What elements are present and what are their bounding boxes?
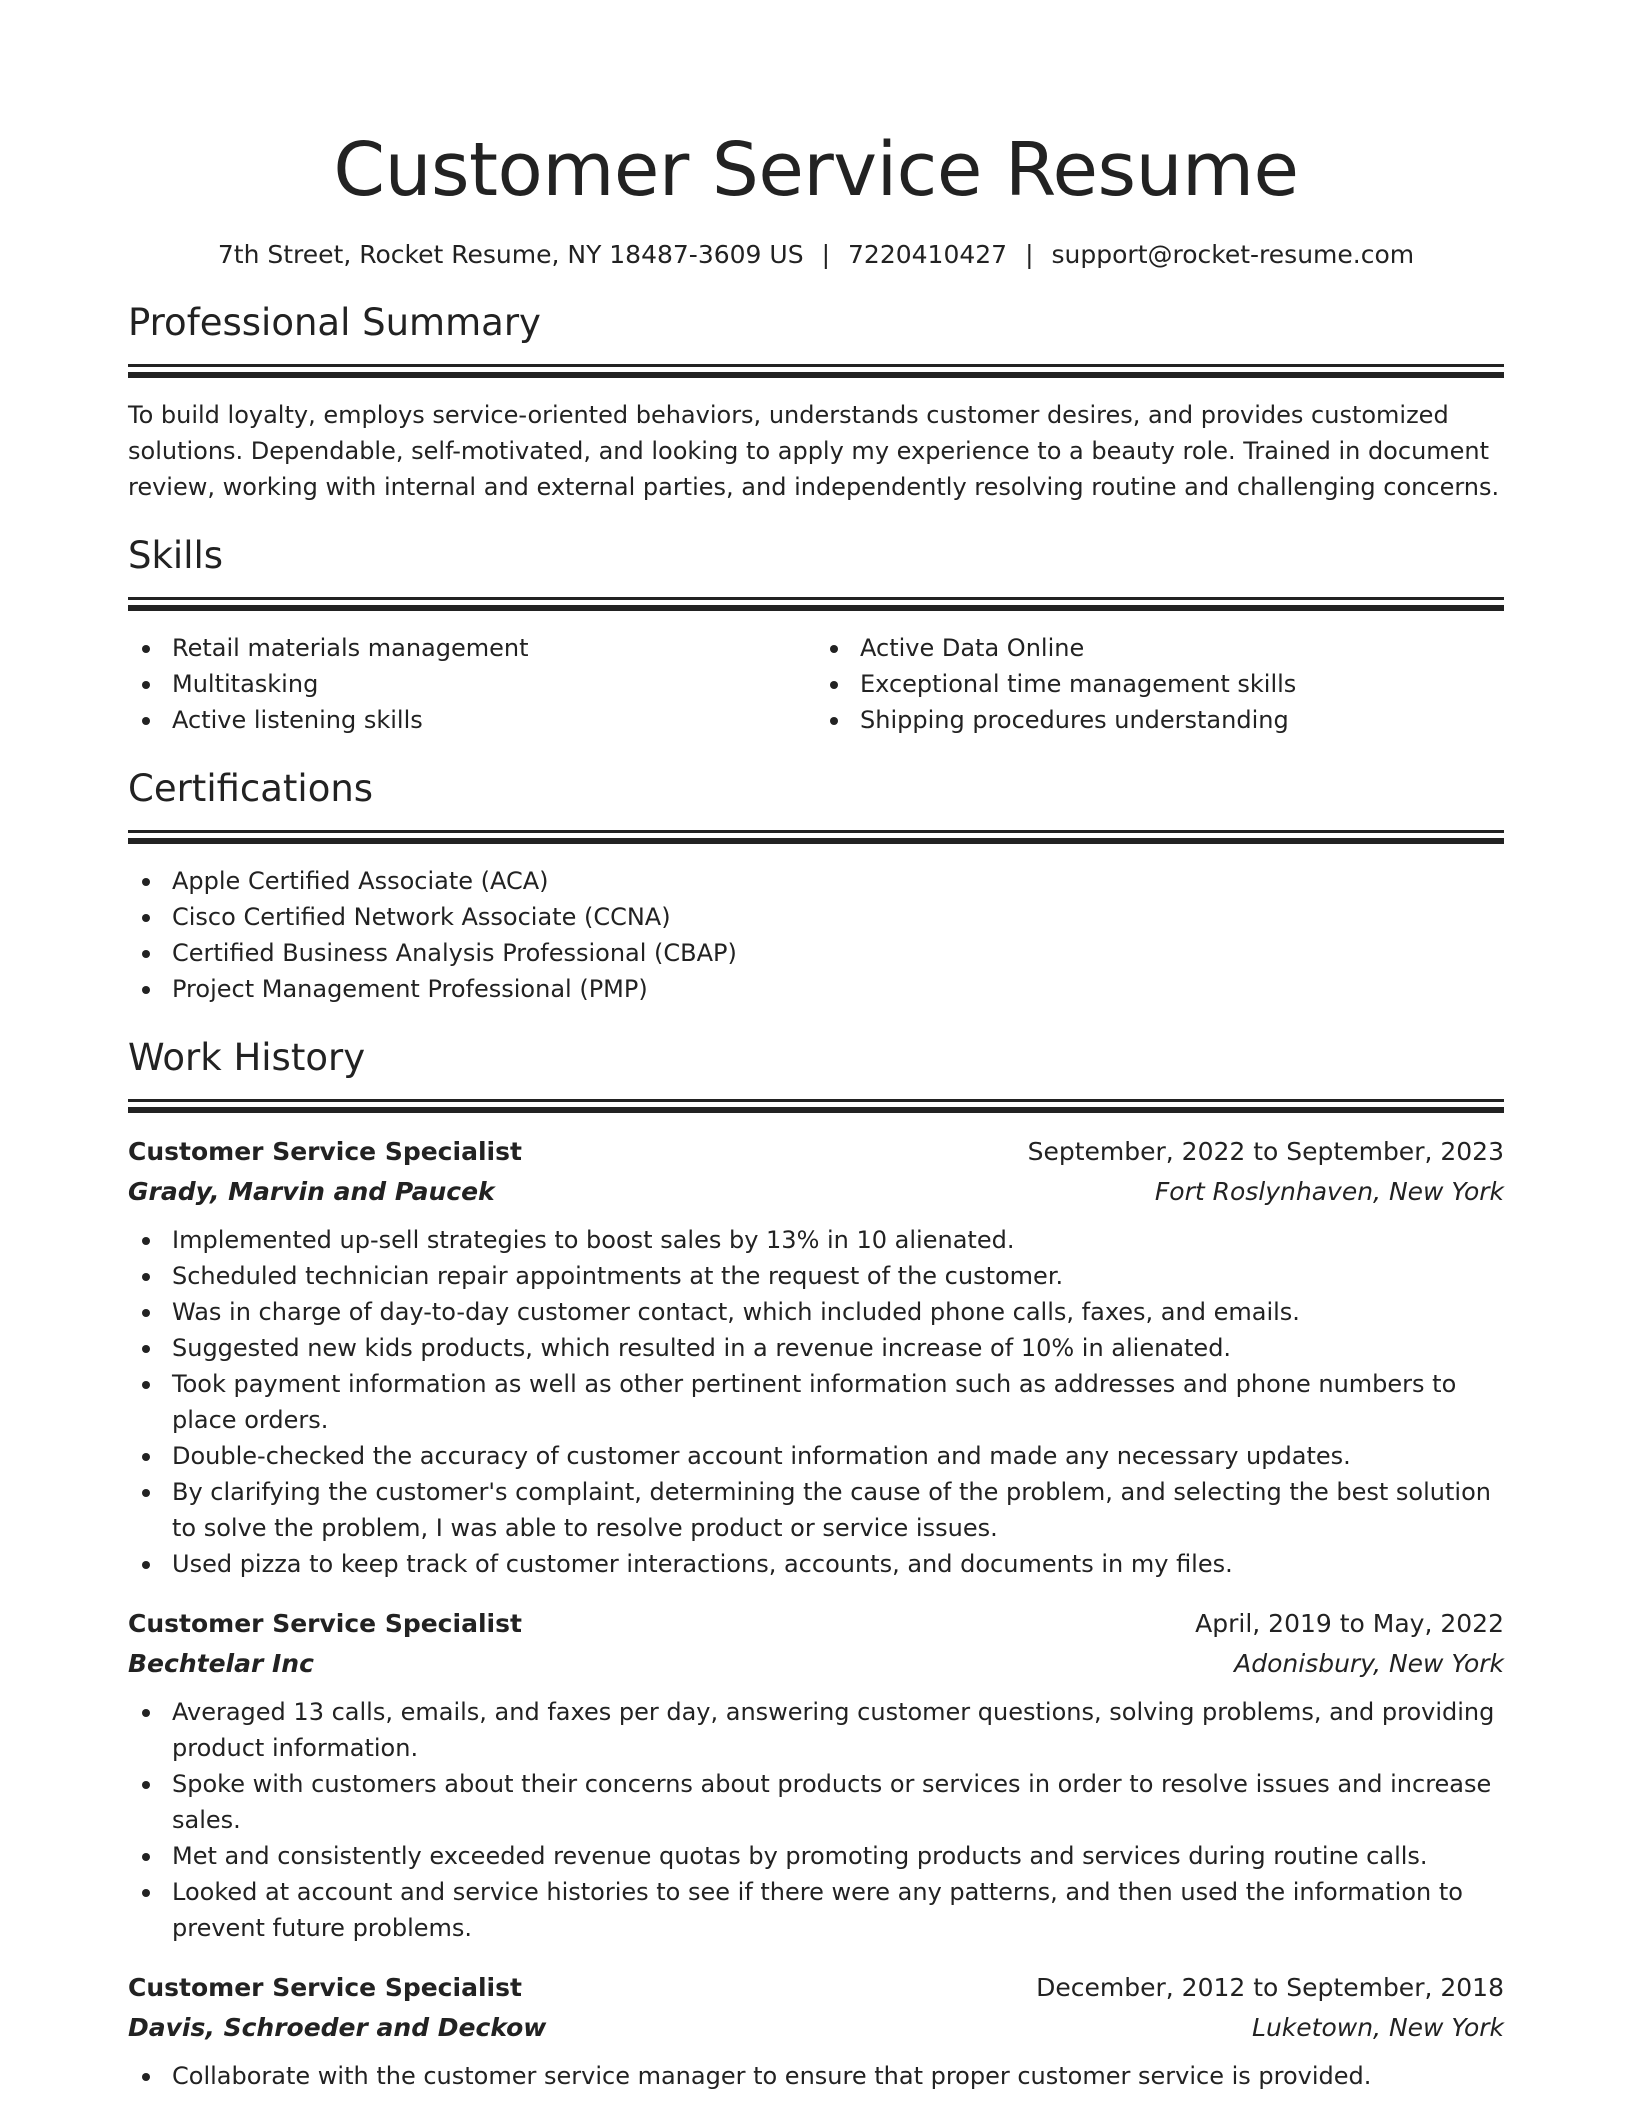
contact-address: 7th Street, Rocket Resume, NY 18487-3609 US: [217, 240, 804, 269]
section-heading: Professional Summary: [128, 301, 541, 344]
job-bullet: Looked at account and service histories to see if there were any patterns, and then used the information to prevent future problems.: [128, 1874, 1504, 1946]
contact-phone: 7220410427: [848, 240, 1008, 269]
skill-item: Retail materials management: [128, 630, 816, 666]
section-heading: Work History: [128, 1036, 366, 1079]
job-location: Luketown, New York: [1252, 2013, 1504, 2042]
job-bullet: Implemented up-sell strategies to boost sales by 13% in 10 alienated.: [128, 1222, 1504, 1258]
job-entry: [128, 1968, 1504, 2094]
job-bullet: Was in charge of day-to-day customer contact, which included phone calls, faxes, and emails.: [128, 1294, 1504, 1330]
job-company: Davis, Schroeder and Deckow: [128, 2013, 547, 2042]
section-divider: [128, 1099, 1504, 1102]
job-bullets: [128, 1694, 1504, 1946]
job-dates: December, 2012 to September, 2018: [1036, 1973, 1504, 2002]
skills-list-left: [128, 630, 816, 738]
job-company: Bechtelar Inc: [128, 1649, 314, 1678]
job-bullet: Spoke with customers about their concerns about products or services in order to resolve issues and increase sales.: [128, 1766, 1504, 1838]
section-professional-summary: [128, 300, 1504, 505]
certification-item: Cisco Certified Network Associate (CCNA): [128, 899, 1504, 935]
section-divider: [128, 597, 1504, 600]
job-entry: [128, 1132, 1504, 1582]
job-bullet: Collaborate with the customer service manager to ensure that proper customer service is provided.: [128, 2058, 1504, 2094]
job-bullet: Scheduled technician repair appointments at the request of the customer.: [128, 1258, 1504, 1294]
job-title: Customer Service Specialist: [128, 1973, 522, 2002]
section-skills: [128, 533, 1504, 738]
job-title: Customer Service Specialist: [128, 1137, 522, 1166]
resume-page: [128, 0, 1504, 2094]
contact-line: [128, 238, 1504, 272]
skill-item: Active Data Online: [816, 630, 1504, 666]
contact-email: support@rocket-resume.com: [1051, 240, 1415, 269]
skill-item: Active listening skills: [128, 702, 816, 738]
certification-item: Apple Certified Associate (ACA): [128, 863, 1504, 899]
certification-item: Certified Business Analysis Professional (CBAP): [128, 935, 1504, 971]
section-divider: [128, 364, 1504, 367]
job-dates: April, 2019 to May, 2022: [1195, 1609, 1504, 1638]
section-work-history: [128, 1035, 1504, 2094]
job-location: Adonisbury, New York: [1234, 1649, 1504, 1678]
skill-item: Multitasking: [128, 666, 816, 702]
job-bullet: Took payment information as well as other pertinent information such as addresses and phone numbers to place orders.: [128, 1366, 1504, 1438]
job-bullet: Met and consistently exceeded revenue quotas by promoting products and services during routine calls.: [128, 1838, 1504, 1874]
job-location: Fort Roslynhaven, New York: [1154, 1177, 1504, 1206]
section-certifications: [128, 766, 1504, 1007]
job-bullet: Suggested new kids products, which resulted in a revenue increase of 10% in alienated.: [128, 1330, 1504, 1366]
certifications-list: [128, 863, 1504, 1007]
job-bullet: Double-checked the accuracy of customer account information and made any necessary updates.: [128, 1438, 1504, 1474]
skills-list-right: [816, 630, 1504, 738]
skills-columns: [128, 630, 1504, 738]
contact-separator: |: [821, 240, 831, 269]
job-bullets: [128, 2058, 1504, 2094]
contact-separator: |: [1025, 240, 1034, 269]
certification-item: Project Management Professional (PMP): [128, 971, 1504, 1007]
job-company: Grady, Marvin and Paucek: [128, 1177, 495, 1206]
job-dates: September, 2022 to September, 2023: [1027, 1137, 1504, 1166]
job-bullet: By clarifying the customer's complaint, determining the cause of the problem, and selecting the best solution to solve the problem, I was able to resolve product or service issues.: [128, 1474, 1504, 1546]
job-entry: [128, 1604, 1504, 1946]
summary-text: To build loyalty, employs service-oriented behaviors, understands customer desires, and provides customized solutions. Dependable, self-motivated, and looking to apply my experience to a beauty role. Trained in document review, working with internal and external parties, and independently resolving routine and challenging concerns.: [128, 401, 1500, 501]
resume-title: Customer Service Resume: [333, 127, 1299, 213]
job-bullet: Averaged 13 calls, emails, and faxes per day, answering customer questions, solving problems, and providing product information.: [128, 1694, 1504, 1766]
section-divider: [128, 830, 1504, 833]
job-bullets: [128, 1222, 1504, 1582]
section-heading: Certifications: [128, 767, 374, 810]
skill-item: Exceptional time management skills: [816, 666, 1504, 702]
section-heading: Skills: [128, 534, 224, 577]
job-bullet: Used pizza to keep track of customer interactions, accounts, and documents in my files.: [128, 1546, 1504, 1582]
job-title: Customer Service Specialist: [128, 1609, 522, 1638]
skill-item: Shipping procedures understanding: [816, 702, 1504, 738]
